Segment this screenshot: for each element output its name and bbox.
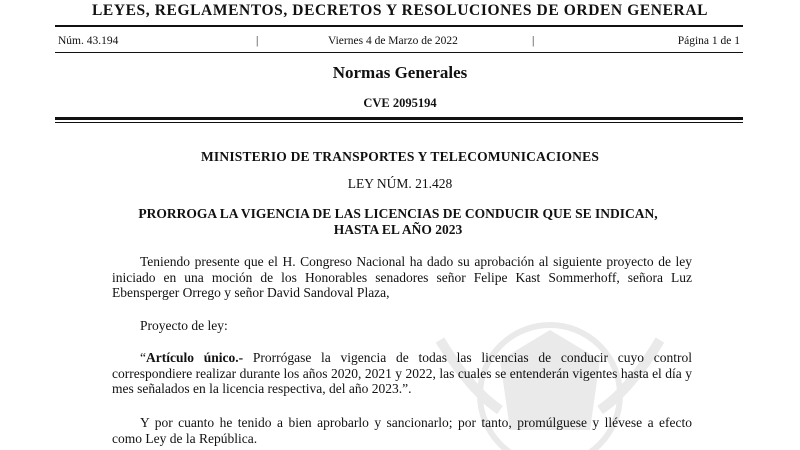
issue-number: Núm. 43.194 [58, 35, 119, 47]
issue-date: Viernes 4 de Marzo de 2022 [328, 35, 458, 47]
paragraph-article [112, 350, 692, 397]
header-rule-thick [55, 117, 743, 120]
article-label: Artículo único.- [146, 350, 244, 365]
header-rule-top [55, 25, 743, 27]
law-title-line-2: HASTA EL AÑO 2023 [333, 221, 463, 237]
header-rule-middle [55, 52, 743, 53]
paragraph-project-heading-text: Proyecto de ley: [140, 318, 228, 333]
cve-code: CVE 2095194 [363, 96, 437, 110]
info-separator: | [532, 35, 535, 47]
issue-info-row [58, 33, 740, 49]
law-title [95, 206, 701, 237]
paragraph-preamble [112, 254, 692, 301]
ministry-name: MINISTERIO DE TRANSPORTES Y TELECOMUNICACIONES [200, 149, 600, 164]
law-number: LEY NÚM. 21.428 [347, 176, 453, 191]
section-title: Normas Generales [332, 63, 468, 82]
article-open-quote: “ [140, 350, 146, 365]
paragraph-promulgation [112, 415, 692, 446]
article-text: Prorrógase la vigencia de todas las licencias de conducir cuyo control correspondiere realizar durante los años 2020, 2021 y 2022, las cuales se entenderán vigentes hasta el día y mes señalados en la licencia respectiva, del año 2023.”. [112, 350, 692, 396]
info-separator: | [256, 35, 259, 47]
header-rule-thin [55, 122, 743, 123]
page-indicator: Página 1 de 1 [677, 35, 740, 47]
gazette-title: LEYES, REGLAMENTOS, DECRETOS Y RESOLUCIONES DE ORDEN GENERAL [91, 2, 709, 19]
paragraph-promulgation-text: Y por cuanto he tenido a bien aprobarlo y sancionarlo; por tanto, promúlguese y llévese a efecto como Ley de la República. [112, 415, 692, 446]
paragraph-preamble-text: Teniendo presente que el H. Congreso Nacional ha dado su aprobación al siguiente proyecto de ley iniciado en una moción de los Honorables senadores señor Felipe Kast Sommerhoff, señora Luz Ebensperger Orrego y señor David Sandoval Plaza, [112, 254, 692, 300]
paragraph-project-heading [112, 318, 692, 334]
law-title-line-1: PRORROGA LA VIGENCIA DE LAS LICENCIAS DE CONDUCIR QUE SE INDICAN, [138, 206, 658, 221]
